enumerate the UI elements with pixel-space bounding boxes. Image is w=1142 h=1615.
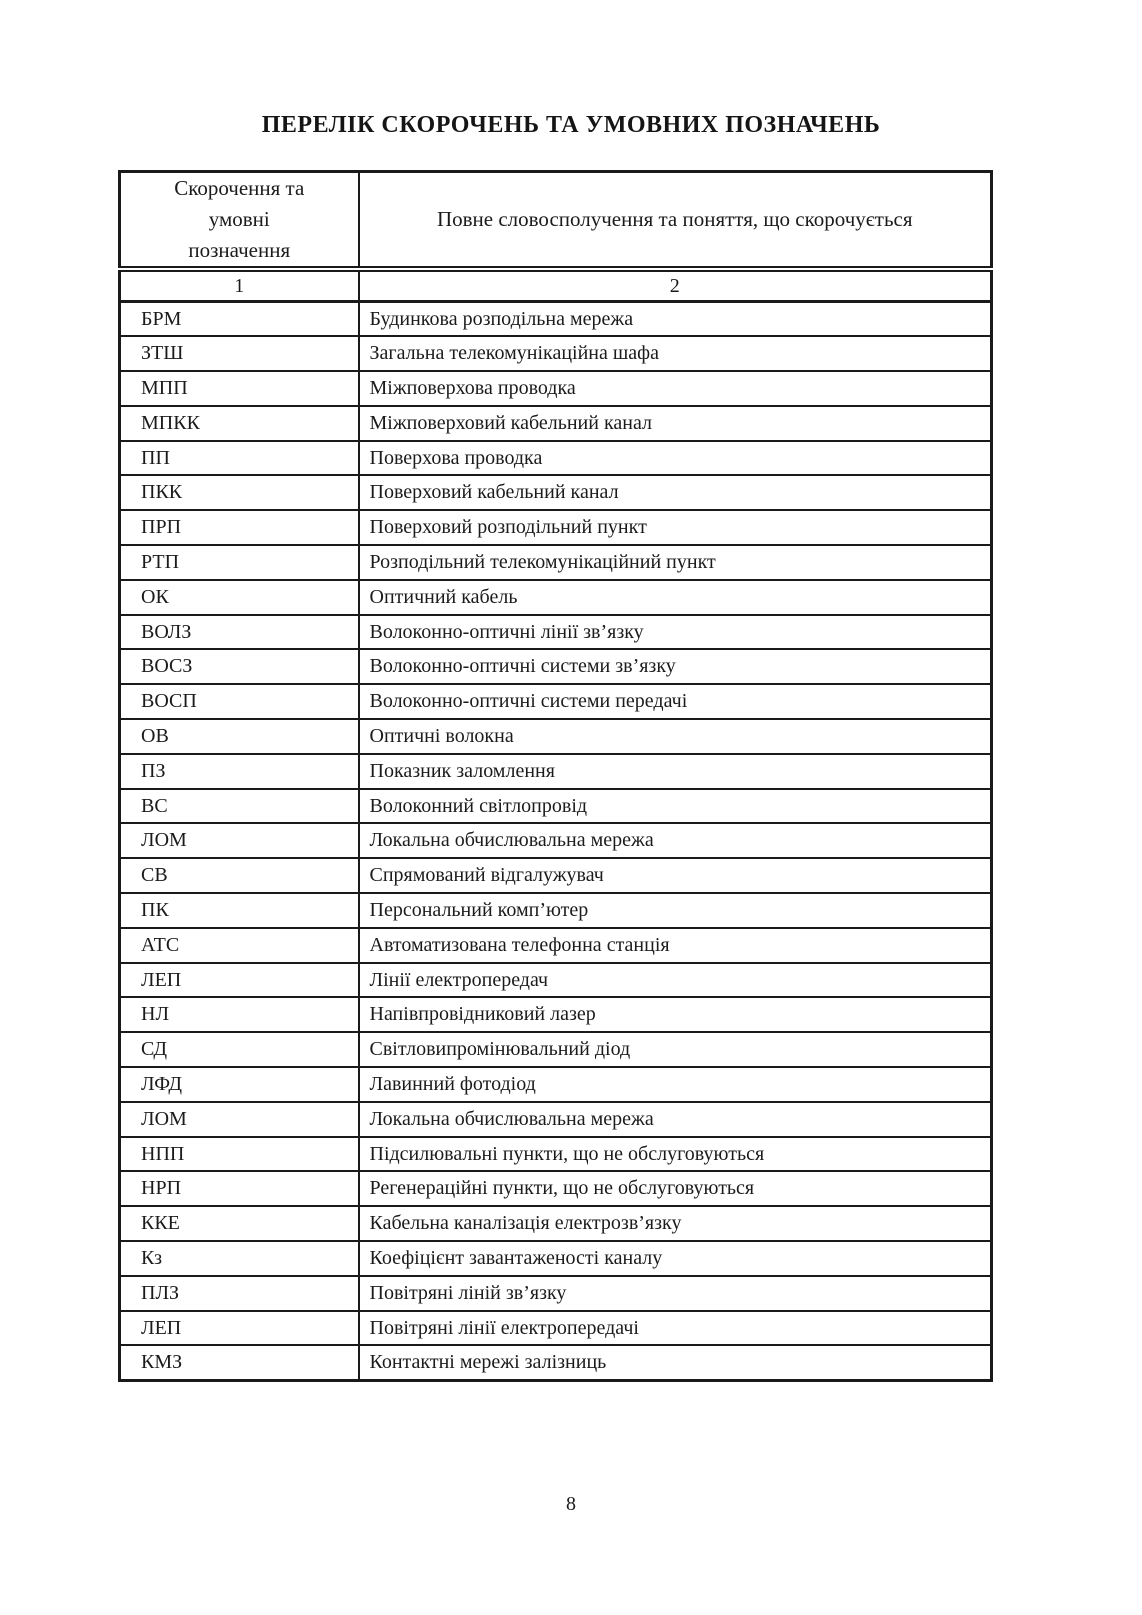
- table-row: [120, 963, 992, 998]
- abbreviation-cell: МПКК: [120, 406, 359, 441]
- table-row: [120, 441, 992, 476]
- abbreviation-cell: РТП: [120, 545, 359, 580]
- table-row: [120, 336, 992, 371]
- abbreviation-cell: ВОСП: [120, 684, 359, 719]
- abbreviation-cell: ПКК: [120, 475, 359, 510]
- abbreviation-cell: ПРП: [120, 510, 359, 545]
- abbreviation-cell: ПК: [120, 893, 359, 928]
- abbreviation-cell: НРП: [120, 1171, 359, 1206]
- abbreviation-cell: Кз: [120, 1241, 359, 1276]
- full-phrase-cell: Волоконно-оптичні системи зв’язку: [359, 649, 992, 684]
- column-number-1: 1: [120, 269, 359, 302]
- table-row: [120, 406, 992, 441]
- table-row: [120, 858, 992, 893]
- full-phrase-cell: Волоконно-оптичні лінії зв’язку: [359, 615, 992, 650]
- full-phrase-cell: Оптичні волокна: [359, 719, 992, 754]
- table-row: [120, 302, 992, 337]
- full-phrase-cell: Автоматизована телефонна станція: [359, 928, 992, 963]
- header-full-phrase-column: Повне словосполучення та поняття, що скорочується: [359, 172, 992, 270]
- table-row: [120, 1276, 992, 1311]
- abbreviation-cell: ККЕ: [120, 1206, 359, 1241]
- abbreviation-cell: СВ: [120, 858, 359, 893]
- full-phrase-cell: Показник заломлення: [359, 754, 992, 789]
- table-row: [120, 789, 992, 824]
- abbreviation-cell: ОВ: [120, 719, 359, 754]
- table-row: [120, 893, 992, 928]
- table-row: [120, 475, 992, 510]
- table-row: [120, 1032, 992, 1067]
- full-phrase-cell: Розподільний телекомунікаційний пункт: [359, 545, 992, 580]
- full-phrase-cell: Регенераційні пункти, що не обслуговуються: [359, 1171, 992, 1206]
- full-phrase-cell: Волоконно-оптичні системи передачі: [359, 684, 992, 719]
- abbreviation-cell: ЛЕП: [120, 963, 359, 998]
- header-line-2: умовні: [208, 207, 270, 231]
- header-abbreviation-column: [120, 172, 359, 270]
- table-row: [120, 649, 992, 684]
- full-phrase-cell: Оптичний кабель: [359, 580, 992, 615]
- abbreviation-cell: НПП: [120, 1137, 359, 1172]
- table-header-row: [120, 172, 992, 270]
- table-row: [120, 684, 992, 719]
- full-phrase-cell: Світловипромінювальний діод: [359, 1032, 992, 1067]
- table-row: [120, 371, 992, 406]
- abbreviation-cell: БРМ: [120, 302, 359, 337]
- table-row: [120, 1345, 992, 1380]
- full-phrase-cell: Локальна обчислювальна мережа: [359, 823, 992, 858]
- abbreviation-cell: ЛОМ: [120, 1102, 359, 1137]
- full-phrase-cell: Поверховий кабельний канал: [359, 475, 992, 510]
- full-phrase-cell: Напівпровідниковий лазер: [359, 997, 992, 1032]
- table-row: [120, 1102, 992, 1137]
- page-number: 8: [566, 1493, 576, 1515]
- table-row: [120, 510, 992, 545]
- abbreviation-cell: ВОСЗ: [120, 649, 359, 684]
- full-phrase-cell: Поверховий розподільний пункт: [359, 510, 992, 545]
- abbreviation-cell: МПП: [120, 371, 359, 406]
- column-number-2: 2: [359, 269, 992, 302]
- table-row: [120, 1067, 992, 1102]
- abbreviation-cell: ЛФД: [120, 1067, 359, 1102]
- full-phrase-cell: Коефіцієнт завантаженості каналу: [359, 1241, 992, 1276]
- abbreviation-cell: ОК: [120, 580, 359, 615]
- table-row: [120, 615, 992, 650]
- header-line-1: Скорочення та: [174, 176, 305, 200]
- full-phrase-cell: Спрямований відгалужувач: [359, 858, 992, 893]
- abbreviation-cell: АТС: [120, 928, 359, 963]
- abbreviation-cell: ПП: [120, 441, 359, 476]
- abbreviation-cell: ВОЛЗ: [120, 615, 359, 650]
- full-phrase-cell: Персональний комп’ютер: [359, 893, 992, 928]
- column-numbering-row: [120, 269, 992, 302]
- abbreviation-cell: ВС: [120, 789, 359, 824]
- abbreviation-cell: ПЛЗ: [120, 1276, 359, 1311]
- table-row: [120, 928, 992, 963]
- full-phrase-cell: Будинкова розподільна мережа: [359, 302, 992, 337]
- full-phrase-cell: Повітряні лінії електропередачі: [359, 1311, 992, 1346]
- abbreviation-cell: КМЗ: [120, 1345, 359, 1380]
- abbreviation-cell: ЗТШ: [120, 336, 359, 371]
- table-row: [120, 1137, 992, 1172]
- table-row: [120, 1241, 992, 1276]
- full-phrase-cell: Міжповерховий кабельний канал: [359, 406, 992, 441]
- table-row: [120, 823, 992, 858]
- table-row: [120, 1311, 992, 1346]
- header-line-3: позначення: [188, 238, 291, 262]
- full-phrase-cell: Контактні мережі залізниць: [359, 1345, 992, 1380]
- full-phrase-cell: Волоконний світлопровід: [359, 789, 992, 824]
- full-phrase-cell: Локальна обчислювальна мережа: [359, 1102, 992, 1137]
- abbreviation-cell: НЛ: [120, 997, 359, 1032]
- full-phrase-cell: Поверхова проводка: [359, 441, 992, 476]
- table-row: [120, 545, 992, 580]
- full-phrase-cell: Загальна телекомунікаційна шафа: [359, 336, 992, 371]
- abbreviation-cell: СД: [120, 1032, 359, 1067]
- abbreviation-cell: ПЗ: [120, 754, 359, 789]
- abbreviation-cell: ЛОМ: [120, 823, 359, 858]
- full-phrase-cell: Підсилювальні пункти, що не обслуговуються: [359, 1137, 992, 1172]
- table-row: [120, 754, 992, 789]
- table-row: [120, 997, 992, 1032]
- table-row: [120, 719, 992, 754]
- full-phrase-cell: Лінії електропередач: [359, 963, 992, 998]
- full-phrase-cell: Кабельна каналізація електрозв’язку: [359, 1206, 992, 1241]
- table-row: [120, 580, 992, 615]
- full-phrase-cell: Міжповерхова проводка: [359, 371, 992, 406]
- table-row: [120, 1206, 992, 1241]
- abbreviations-table: [118, 170, 993, 1382]
- full-phrase-cell: Лавинний фотодіод: [359, 1067, 992, 1102]
- page-title: ПЕРЕЛІК СКОРОЧЕНЬ ТА УМОВНИХ ПОЗНАЧЕНЬ: [261, 112, 881, 138]
- full-phrase-cell: Повітряні ліній зв’язку: [359, 1276, 992, 1311]
- abbreviation-cell: ЛЕП: [120, 1311, 359, 1346]
- table-body: [120, 302, 992, 1381]
- table-row: [120, 1171, 992, 1206]
